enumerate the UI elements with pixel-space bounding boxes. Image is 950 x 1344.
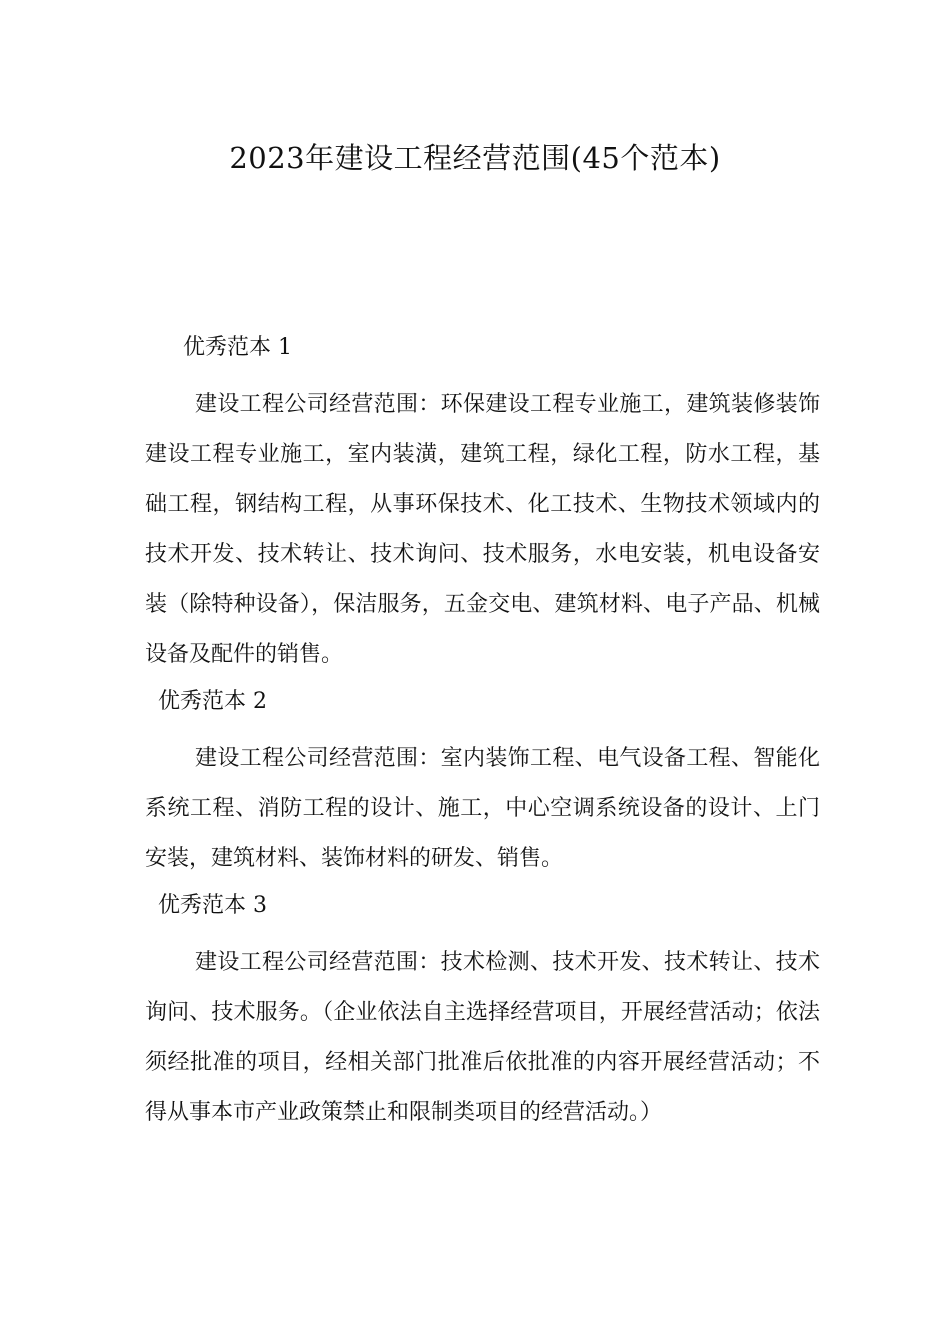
section-paragraph-2: 建设工程公司经营范围：室内装饰工程、电气设备工程、智能化系统工程、消防工程的设计、施工，中心空调系统设备的设计、上门安装，建筑材料、装饰材料的研发、销售。 — [145, 746, 820, 871]
section-heading-1: 优秀范本 1 — [183, 335, 292, 360]
document-body — [145, 330, 820, 1138]
section-paragraph-3: 建设工程公司经营范围：技术检测、技术开发、技术转让、技术询问、技术服务。（企业依法自主选择经营项目，开展经营活动；依法须经批准的项目，经相关部门批准后依批准的内容开展经营活动；不得从事本市产业政策禁止和限制类项目的经营活动。） — [145, 950, 820, 1125]
section-heading-2: 优秀范本 2 — [158, 689, 267, 714]
section-heading-3: 优秀范本 3 — [158, 893, 267, 918]
section-paragraph-1: 建设工程公司经营范围：环保建设工程专业施工，建筑装修装饰建设工程专业施工，室内装潢，建筑工程，绿化工程，防水工程，基础工程，钢结构工程，从事环保技术、化工技术、生物技术领域内的技术开发、技术转让、技术询问、技术服务，水电安装，机电设备安装（除特种设备），保洁服务，五金交电、建筑材料、电子产品、机械设备及配件的销售。 — [145, 392, 820, 667]
document-title: 2023年建设工程经营范围(45个范本) — [229, 141, 721, 175]
